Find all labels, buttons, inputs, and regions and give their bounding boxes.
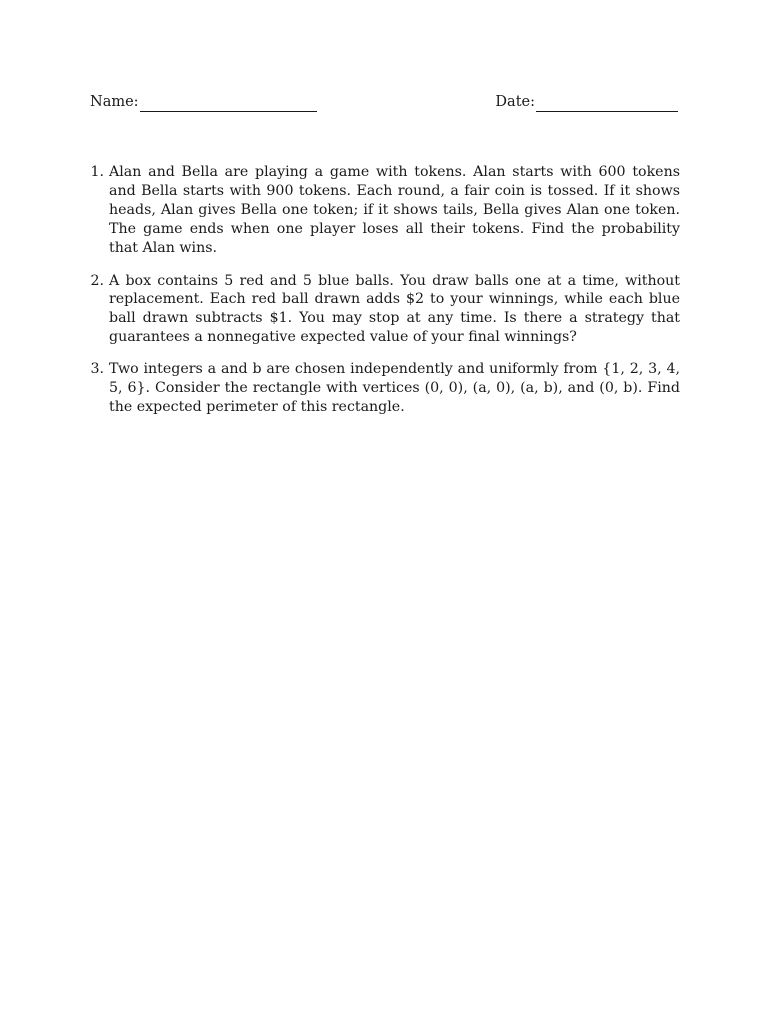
name-label: Name: (90, 94, 139, 110)
problem-list (80, 163, 680, 431)
date-field (495, 92, 678, 112)
problem-item (80, 163, 680, 258)
header-row (90, 92, 678, 114)
name-field (90, 92, 317, 112)
problem-item (80, 360, 680, 417)
date-blank-line (536, 94, 678, 112)
problem-number: 2. (90, 272, 104, 289)
problem-number: 3. (90, 361, 104, 378)
problem-number: 1. (90, 164, 104, 180)
problem-text: Two integers a and b are chosen independently and uniformly from {1, 2, 3, 4, 5, 6}. Consider the rectangle with vertices (0, 0), (a, 0), (a, b), and (0, b). Find the expected perimeter of this rectangle. (109, 361, 680, 415)
problem-text: Alan and Bella are playing a game with tokens. Alan starts with 600 tokens and Bella starts with 900 tokens. Each round, a fair coin is tossed. If it shows heads, Alan gives Bella one token; if it shows tails, Bella gives Alan one token. The game ends when one player loses all their tokens. Find the probability that Alan wins. (109, 164, 680, 256)
date-label: Date: (495, 94, 535, 110)
problem-text: A box contains 5 red and 5 blue balls. You draw balls one at a time, without replacement. Each red ball drawn adds $2 to your winnings, while each blue ball drawn subtracts $1. You may stop at any time. Is there a strategy that guarantees a nonnegative expected value of your final winnings? (109, 272, 680, 346)
name-blank-line (140, 94, 317, 112)
problem-item (80, 272, 680, 348)
